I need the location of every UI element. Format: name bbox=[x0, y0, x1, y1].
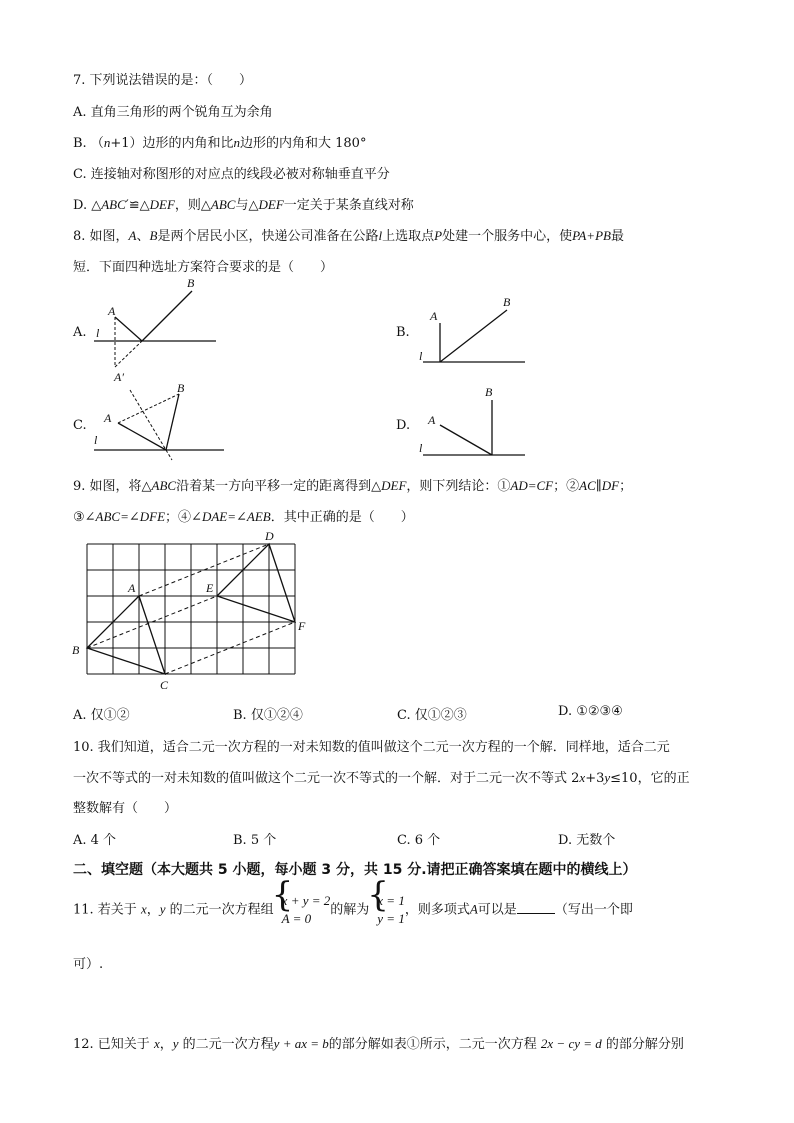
q11-sol2: y = 1 bbox=[377, 911, 405, 926]
grid-label-c: C bbox=[160, 678, 169, 692]
q9-option-d: D. ①②③④ bbox=[558, 704, 623, 719]
fig-d-label-b: B bbox=[485, 385, 493, 399]
q7-option-c: C. 连接轴对称图形的对应点的线段必被对称轴垂直平分 bbox=[73, 167, 390, 182]
q7-option-a: A. 直角三角形的两个锐角互为余角 bbox=[73, 105, 273, 120]
q8-stem: 8. 如图，A、B是两个居民小区，快递公司准备在公路l上选取点P处建一个服务中心，使PA+PB最 bbox=[73, 228, 624, 244]
q7-option-d: D. △ABC′≌△DEF，则△ABC与△DEF一定关于某条直线对称 bbox=[73, 197, 414, 213]
q10-option-a: A. 4 个 bbox=[73, 833, 117, 848]
fig-b-label-l: l bbox=[419, 349, 423, 363]
grid-label-e: E bbox=[206, 581, 214, 595]
q10-option-b: B. 5 个 bbox=[233, 833, 277, 848]
q8-figure-a bbox=[90, 275, 230, 385]
fig-d-label-l: l bbox=[419, 441, 423, 455]
q9-grid-figure bbox=[70, 528, 320, 693]
grid-label-d: D bbox=[265, 529, 274, 543]
q11-solution-brace bbox=[369, 892, 405, 928]
q10-stem-line2: 一次不等式的一对未知数的值叫做这个二元一次不等式的一个解．对于二元一次不等式 2x+3y≤10，它的正 bbox=[73, 770, 690, 786]
q9-option-a: A. 仅①② bbox=[73, 708, 130, 723]
q10-stem-line3: 整数解有（ ） bbox=[73, 801, 178, 816]
fig-b-label-b: B bbox=[503, 295, 511, 309]
section-2-heading: 二、填空题（本大题共 5 小题，每小题 3 分，共 15 分.请把正确答案填在题中的横线上） bbox=[73, 862, 637, 878]
q11-eq1: { x + y = 2 bbox=[281, 893, 331, 908]
q9-stem-line2: ③∠ABC=∠DFE；④∠DAE=∠AEB．其中正确的是（ ） bbox=[73, 509, 414, 525]
fig-c-label-b: B bbox=[177, 381, 185, 395]
q9-option-b: B. 仅①②④ bbox=[233, 708, 303, 723]
q11-answer-blank[interactable] bbox=[517, 901, 555, 914]
q12-stem: 12. 已知关于 x，y 的二元一次方程y + ax = b的部分解如表①所示，二元一次方程 2x − cy = d 的部分解分别 bbox=[73, 1036, 684, 1052]
q11-system-brace bbox=[274, 892, 331, 928]
q11-stem: 11. 若关于 x，y 的二元一次方程组 { x + y = 2 A = 0 的解为 { x = 1 y = 1 ，则多项式A可以是 （写出一个即 bbox=[73, 892, 633, 928]
q9-stem: 9. 如图，将△ABC沿着某一方向平移一定的距离得到△DEF，则下列结论：①AD=CF；②AC∥DF； bbox=[73, 478, 633, 494]
q8-option-d-label: D. bbox=[396, 418, 411, 433]
fig-a-label-l: l bbox=[96, 326, 100, 340]
q8-option-c-label: C. bbox=[73, 418, 87, 433]
q8-stem-line2: 短．下面四种选址方案符合要求的是（ ） bbox=[73, 260, 334, 275]
q9-option-c: C. 仅①②③ bbox=[397, 708, 467, 723]
grid-label-f: F bbox=[298, 619, 306, 633]
q11-eq2: A = 0 bbox=[281, 911, 312, 926]
fig-c-label-a: A bbox=[104, 411, 112, 425]
fig-a-label-a: A bbox=[108, 304, 116, 318]
q10-option-d: D. 无数个 bbox=[558, 833, 616, 848]
fig-a-label-a-prime: A′ bbox=[114, 370, 124, 384]
fig-b-label-a: A bbox=[430, 309, 438, 323]
q8-figure-b bbox=[415, 290, 535, 370]
fig-a-label-b: B bbox=[187, 276, 195, 290]
q8-figure-c bbox=[90, 380, 230, 470]
q11-sol1: { x = 1 bbox=[377, 893, 405, 908]
fig-d-label-a: A bbox=[428, 413, 436, 427]
grid-label-a: A bbox=[128, 581, 136, 595]
q7-stem: 7. 下列说法错误的是：（ ） bbox=[73, 73, 253, 88]
fig-c-label-l: l bbox=[94, 433, 98, 447]
grid-label-b: B bbox=[72, 643, 80, 657]
q10-option-c: C. 6 个 bbox=[397, 833, 441, 848]
q11-stem-line2: 可）. bbox=[73, 957, 104, 972]
q10-stem: 10. 我们知道，适合二元一次方程的一对未知数的值叫做这个二元一次方程的一个解．同样地，适合二元 bbox=[73, 740, 670, 755]
q8-figure-d bbox=[415, 380, 535, 470]
q8-option-a-label: A. bbox=[73, 325, 87, 340]
q7-option-b: B. （n+1）边形的内角和比n边形的内角和大 180° bbox=[73, 135, 367, 151]
q8-option-b-label: B. bbox=[396, 325, 410, 340]
